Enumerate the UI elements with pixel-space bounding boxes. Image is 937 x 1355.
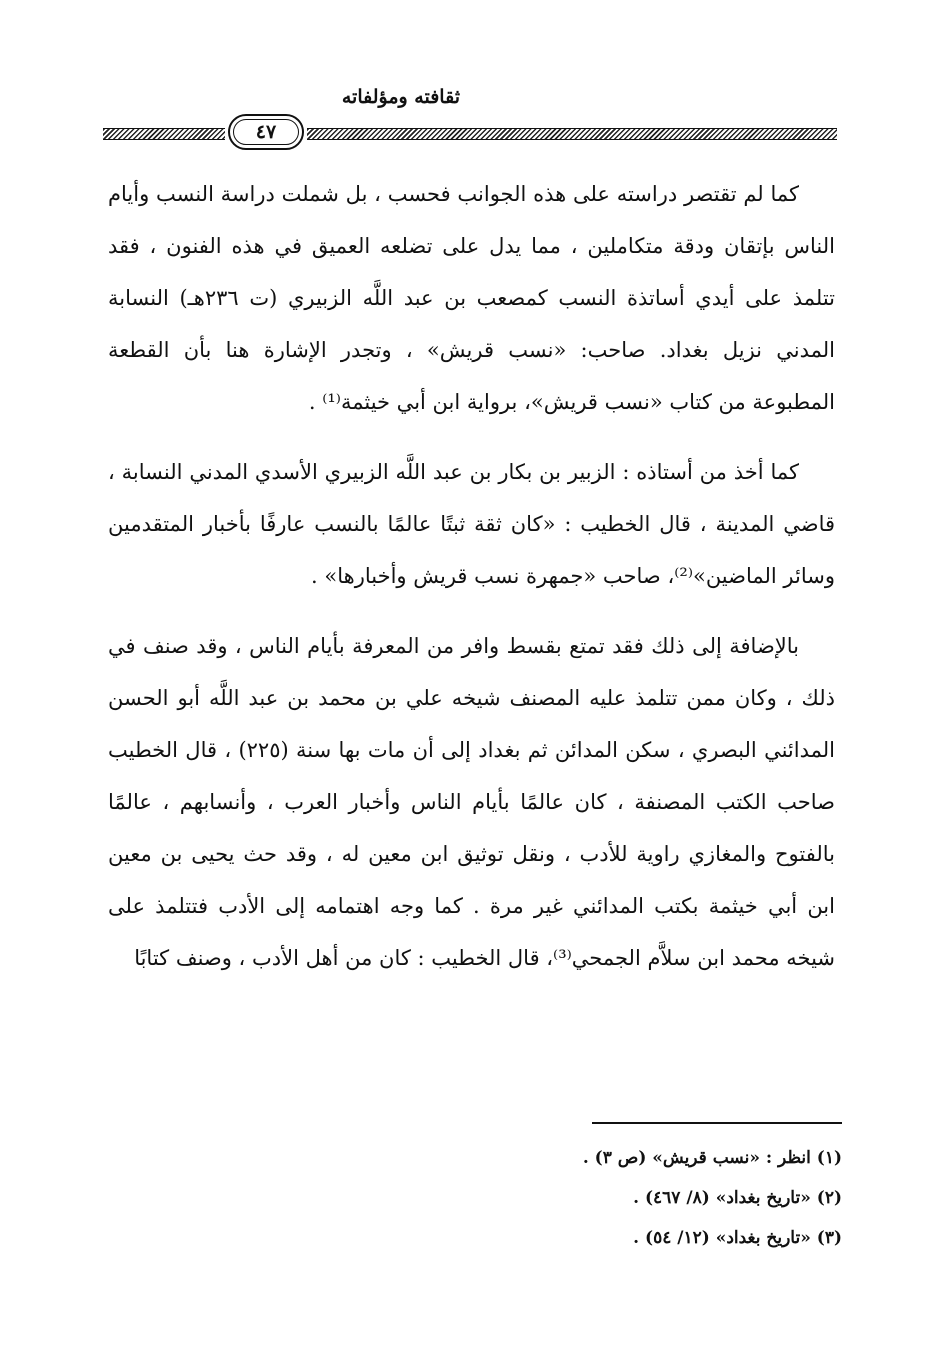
paragraph-2: كما أخذ من أستاذه : الزبير بن بكار بن عبد اللَّه الزبيري الأسدي المدني النسابة ، قاضي المدينة ، قال الخطيب : «كان ثقة ثبتًا عالمًا بالنسب عارفًا بأخبار المتقدمين وسائر الماضين»⁽²⁾، صاحب «جمهرة نسب قريش وأخبارها» . <box>108 460 835 588</box>
footnotes <box>300 1138 842 1258</box>
paragraph-3: بالإضافة إلى ذلك فقد تمتع بقسط وافر من المعرفة بأيام الناس ، وقد صنف في ذلك ، وكان ممن تتلمذ عليه المصنف شيخه علي بن محمد بن عبد اللَّه أبو الحسن المدائني البصري ، سكن المدائن ثم بغداد إلى أن مات بها سنة (٢٢٥) ، قال الخطيب صاحب الكتب المصنفة ، كان عالمًا بأيام الناس وأخبار العرب ، وأنسابهم ، عالمًا بالفتوح والمغازي راوية للأدب ، ونقل توثيق ابن معين له ، وقد حث يحيى بن معين ابن أبي خيثمة بكتب المدائني غير مرة . كما وجه اهتمامه إلى الأدب فتتلمذ على شيخه محمد ابن سلاَّم الجمحي⁽³⁾، قال الخطيب : كان من أهل الأدب ، وصنف كتابًا <box>108 634 835 970</box>
paragraph-1: كما لم تقتصر دراسته على هذه الجوانب فحسب ، بل شملت دراسة النسب وأيام الناس بإتقان ودقة متكاملين ، مما يدل على تضلعه العميق في هذه الفنون ، فقد تتلمذ على أيدي أساتذة النسب كمصعب بن عبد اللَّه الزبيري (ت ٢٣٦هـ) النسابة المدني نزيل بغداد. صاحب: «نسب قريش» ، وتجدر الإشارة هنا بأن القطعة المطبوعة من كتاب «نسب قريش»، برواية ابن أبي خيثمة⁽¹⁾ . <box>108 182 836 414</box>
footnote-2: (٢) «تاريخ بغداد» (٨/ ٤٦٧) . <box>633 1188 842 1208</box>
header-rule-left <box>103 128 225 140</box>
running-title: ثقافته ومؤلفاته <box>341 86 460 108</box>
header-rule-right <box>307 128 837 140</box>
footnote-separator <box>592 1122 842 1124</box>
footnote-3: (٣) «تاريخ بغداد» (١٢/ ٥٤) . <box>633 1228 842 1248</box>
main-text <box>108 168 835 984</box>
page-number: ٤٧ <box>228 114 304 150</box>
footnote-1: (١) انظر : «نسب قريش» (ص ٣) . <box>582 1148 842 1168</box>
